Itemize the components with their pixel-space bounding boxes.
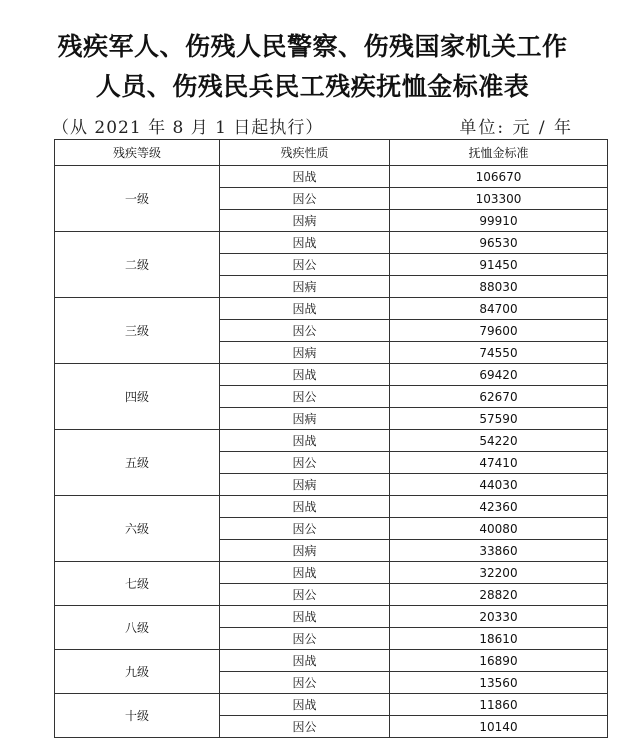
nature-cell: 因病 [220, 210, 390, 232]
amount-cell: 74550 [390, 342, 608, 364]
nature-cell: 因公 [220, 188, 390, 210]
nature-cell: 因战 [220, 694, 390, 716]
table-body [55, 166, 608, 738]
pension-standard-table [54, 139, 608, 738]
table-row [55, 562, 608, 584]
nature-cell: 因战 [220, 166, 390, 188]
table-row [55, 606, 608, 628]
table-row [55, 496, 608, 518]
amount-cell: 88030 [390, 276, 608, 298]
amount-cell: 28820 [390, 584, 608, 606]
document-title-line-1: 残疾军人、伤残人民警察、伤残国家机关工作 [57, 32, 568, 61]
table-header-row [55, 140, 608, 166]
amount-cell: 106670 [390, 166, 608, 188]
nature-cell: 因公 [220, 386, 390, 408]
nature-cell: 因战 [220, 650, 390, 672]
amount-cell: 40080 [390, 518, 608, 540]
nature-cell: 因战 [220, 298, 390, 320]
level-cell: 一级 [55, 166, 220, 232]
amount-cell: 44030 [390, 474, 608, 496]
nature-cell: 因病 [220, 540, 390, 562]
amount-cell: 69420 [390, 364, 608, 386]
table-row [55, 364, 608, 386]
table-row [55, 166, 608, 188]
effective-date-note: （从 2021 年 8 月 1 日起执行） [52, 118, 324, 138]
level-cell: 八级 [55, 606, 220, 650]
amount-cell: 96530 [390, 232, 608, 254]
nature-cell: 因公 [220, 584, 390, 606]
level-cell: 十级 [55, 694, 220, 738]
amount-cell: 103300 [390, 188, 608, 210]
document-title-line-2: 人员、伤残民兵民工残疾抚恤金标准表 [95, 72, 530, 101]
amount-cell: 42360 [390, 496, 608, 518]
nature-cell: 因战 [220, 364, 390, 386]
table-row [55, 232, 608, 254]
header-amount: 抚恤金标准 [390, 140, 608, 166]
nature-cell: 因公 [220, 452, 390, 474]
level-cell: 七级 [55, 562, 220, 606]
amount-cell: 62670 [390, 386, 608, 408]
level-cell: 四级 [55, 364, 220, 430]
amount-cell: 84700 [390, 298, 608, 320]
nature-cell: 因公 [220, 628, 390, 650]
amount-cell: 18610 [390, 628, 608, 650]
level-cell: 五级 [55, 430, 220, 496]
nature-cell: 因战 [220, 232, 390, 254]
table-row [55, 694, 608, 716]
level-cell: 九级 [55, 650, 220, 694]
nature-cell: 因战 [220, 496, 390, 518]
nature-cell: 因战 [220, 562, 390, 584]
amount-cell: 13560 [390, 672, 608, 694]
amount-cell: 91450 [390, 254, 608, 276]
amount-cell: 10140 [390, 716, 608, 738]
table-row [55, 430, 608, 452]
subtitle-row [0, 113, 625, 139]
nature-cell: 因公 [220, 254, 390, 276]
nature-cell: 因公 [220, 716, 390, 738]
amount-cell: 79600 [390, 320, 608, 342]
amount-cell: 33860 [390, 540, 608, 562]
amount-cell: 99910 [390, 210, 608, 232]
nature-cell: 因战 [220, 606, 390, 628]
amount-cell: 11860 [390, 694, 608, 716]
nature-cell: 因病 [220, 474, 390, 496]
nature-cell: 因病 [220, 342, 390, 364]
amount-cell: 47410 [390, 452, 608, 474]
amount-cell: 20330 [390, 606, 608, 628]
nature-cell: 因公 [220, 672, 390, 694]
amount-cell: 32200 [390, 562, 608, 584]
table-row [55, 298, 608, 320]
header-level: 残疾等级 [55, 140, 220, 166]
nature-cell: 因公 [220, 518, 390, 540]
table-row [55, 650, 608, 672]
amount-cell: 57590 [390, 408, 608, 430]
level-cell: 六级 [55, 496, 220, 562]
amount-cell: 54220 [390, 430, 608, 452]
header-nature: 残疾性质 [220, 140, 390, 166]
level-cell: 三级 [55, 298, 220, 364]
nature-cell: 因公 [220, 320, 390, 342]
nature-cell: 因病 [220, 408, 390, 430]
nature-cell: 因战 [220, 430, 390, 452]
level-cell: 二级 [55, 232, 220, 298]
amount-cell: 16890 [390, 650, 608, 672]
unit-note: 单位: 元 / 年 [459, 118, 573, 138]
nature-cell: 因病 [220, 276, 390, 298]
